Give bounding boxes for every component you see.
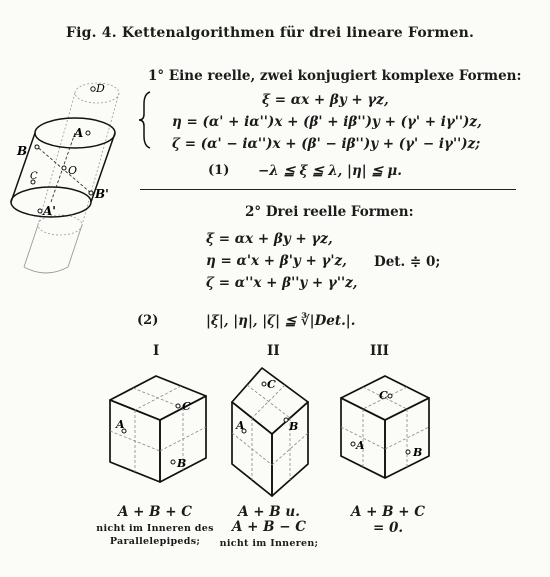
cube-2-sum: A + B u. <box>238 504 300 520</box>
point-label-A: A <box>74 126 84 140</box>
cube-2-point-B: B <box>289 420 299 433</box>
cube-1-sum: A + B + C <box>117 504 193 520</box>
condition2: |ξ|, |η|, |ζ| ≦ ∛|Det.|. <box>206 313 356 329</box>
cube-1-point-B: B <box>177 457 187 470</box>
determinant-condition: Det. ≑ 0; <box>374 254 441 270</box>
cube-2-diagram <box>226 360 316 502</box>
section1-equation-xi: ξ = αx + βy + γz, <box>262 92 389 108</box>
cube-1-caption <box>80 522 230 548</box>
point-label-A-prime: A' <box>43 204 56 218</box>
cube-3-point-A: A <box>356 439 365 452</box>
cube-2-point-A: A <box>236 419 245 432</box>
section-divider <box>140 189 516 190</box>
point-label-B-prime: B' <box>95 187 109 201</box>
cube-1-caption-line-2: Parallelepipeds; <box>109 536 201 547</box>
cylinder-diagram <box>0 75 140 275</box>
cube-3-sum: A + B + C <box>350 504 426 520</box>
figure-title: Fig. 4. Kettenalgorithmen für drei lineare Formen. <box>66 25 475 41</box>
cube-2-caption: nicht im Inneren; <box>219 538 319 549</box>
condition1: −λ ≦ ξ ≦ λ, |η| ≦ μ. <box>258 163 402 179</box>
cube-3-diagram <box>333 366 443 486</box>
section1-equation-eta: η = (α' + iα'')x + (β' + iβ'')y + (γ' + iγ'')z, <box>172 114 482 130</box>
section2-equation-eta: η = α'x + β'y + γ'z, <box>206 253 347 269</box>
condition2-label: (2) <box>137 313 159 328</box>
section2-equation-xi: ξ = αx + βy + γz, <box>206 231 333 247</box>
section1-heading: 1° Eine reelle, zwei konjugiert komplexe Formen: <box>148 68 522 84</box>
cube-3-point-B: B <box>413 446 423 459</box>
left-brace <box>138 90 152 150</box>
cube-2-sum-2: A + B − C <box>231 519 307 535</box>
cube-2-numeral: II <box>267 343 280 359</box>
cube-1-numeral: I <box>153 343 160 359</box>
cube-1-point-C: C <box>182 400 191 413</box>
cube-1-caption-line-1: nicht im Inneren des <box>96 523 214 534</box>
condition1-label: (1) <box>208 163 230 178</box>
section2-equation-zeta: ζ = α''x + β''y + γ''z, <box>206 275 358 291</box>
point-label-D: D <box>96 82 105 95</box>
section1-equation-zeta: ζ = (α' − iα'')x + (β' − iβ'')y + (γ' − iγ'')z; <box>172 136 481 152</box>
cube-3-point-C: C <box>379 389 388 402</box>
point-label-C: C <box>30 171 38 182</box>
cube-1-diagram <box>98 362 218 492</box>
cube-3-sum-2: = 0. <box>372 520 404 536</box>
cube-3-numeral: III <box>370 343 389 359</box>
section2-heading: 2° Drei reelle Formen: <box>245 204 414 220</box>
point-label-O: O <box>68 164 78 177</box>
cube-1-point-A: A <box>116 418 125 431</box>
cube-2-point-C: C <box>267 378 276 391</box>
point-label-B: B <box>17 144 28 158</box>
